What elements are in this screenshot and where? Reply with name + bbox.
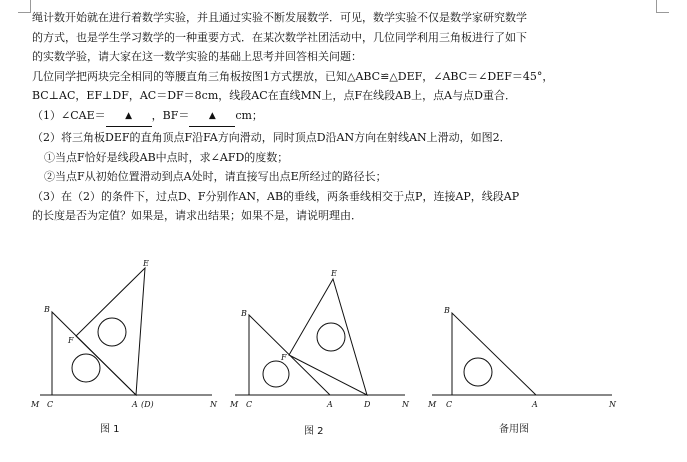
label-e: E <box>331 269 337 278</box>
figure-2-caption: 图 2 <box>304 426 324 437</box>
paragraph-line: 的实数学验，请大家在这一数学实验的基础上思考并回答相关问题： <box>32 50 362 63</box>
label-n: N <box>609 400 616 409</box>
hole-circle <box>98 318 126 346</box>
figure-3 <box>432 313 612 395</box>
hole-circle <box>72 354 100 382</box>
question-2: （2）将三角板DEF的直角顶点F沿FA方向滑动，同时顶点D沿AN方向在射线AN上滑动，如图2． <box>32 131 511 144</box>
paragraph-line: BC⊥AC，EF⊥DF，AC＝DF＝8cm，线段AC在直线MN上，点F在线段AB上，点A与点D重合． <box>32 89 516 102</box>
hole-circle <box>464 358 492 386</box>
label-m: M <box>31 400 40 409</box>
label-c: C <box>47 400 54 409</box>
triangle-def <box>289 279 367 395</box>
question-3-line-2: 的长度是否为定值？如果是，请求出结果；如果不是，请说明理由． <box>32 209 362 222</box>
label-c: C <box>446 400 453 409</box>
label-b: B <box>444 306 450 315</box>
triangle-def <box>76 268 145 395</box>
hole-circle <box>263 361 289 387</box>
label-n: N <box>402 400 409 409</box>
question-2-2: ②当点F从初始位置滑动到点A处时，请直接写出点E所经过的路径长； <box>44 170 387 183</box>
question-3-line-1: （3）在（2）的条件下，过点D、F分别作AN，AB的垂线，两条垂线相交于点P，连接AP，线段AP <box>32 189 520 203</box>
label-n: N <box>210 400 217 409</box>
paragraph-line: 的方式，也是学生学习数学的一种重要方式．在某次数学社团活动中，几位同学利用三角板进行了如下 <box>32 30 527 44</box>
label-m: M <box>428 400 437 409</box>
hole-circle <box>317 323 345 351</box>
figure-1-caption: 图 1 <box>100 424 120 435</box>
triangle-abc <box>452 313 536 395</box>
question-2-1: ①当点F恰好是线段AB中点时，求∠AFD的度数； <box>44 150 289 164</box>
label-b: B <box>241 309 247 318</box>
q1-prefix: （1）∠CAE＝ <box>32 108 106 122</box>
label-d: (D) <box>141 400 154 409</box>
label-f: F <box>68 336 74 345</box>
label-m: M <box>230 400 239 409</box>
q1-mid: ，BF＝ <box>151 108 190 122</box>
label-d: D <box>364 400 371 409</box>
paragraph-line: 绳计数开始就在进行着数学实验，并且通过实验不断发展数学．可见，数学实验不仅是数学家研究数学 <box>32 11 527 24</box>
figure-1 <box>40 268 212 395</box>
label-c: C <box>246 400 253 409</box>
paragraph-line: 几位同学把两块完全相同的等腰直角三角板按图1方式摆放，已知△ABC≌△DEF，∠ABC＝∠DEF＝45°， <box>32 69 554 83</box>
label-b: B <box>44 305 50 314</box>
q1-suffix: cm； <box>235 108 263 122</box>
figure-2 <box>235 279 405 395</box>
label-a: A <box>532 400 538 409</box>
triangle-marker: ▲ <box>125 110 133 121</box>
figure-3-caption: 备用图 <box>499 424 529 435</box>
label-f: F <box>281 353 287 362</box>
label-a: A <box>132 400 138 409</box>
label-e: E <box>143 259 149 268</box>
label-a: A <box>327 400 333 409</box>
triangle-marker: ▲ <box>208 110 216 121</box>
